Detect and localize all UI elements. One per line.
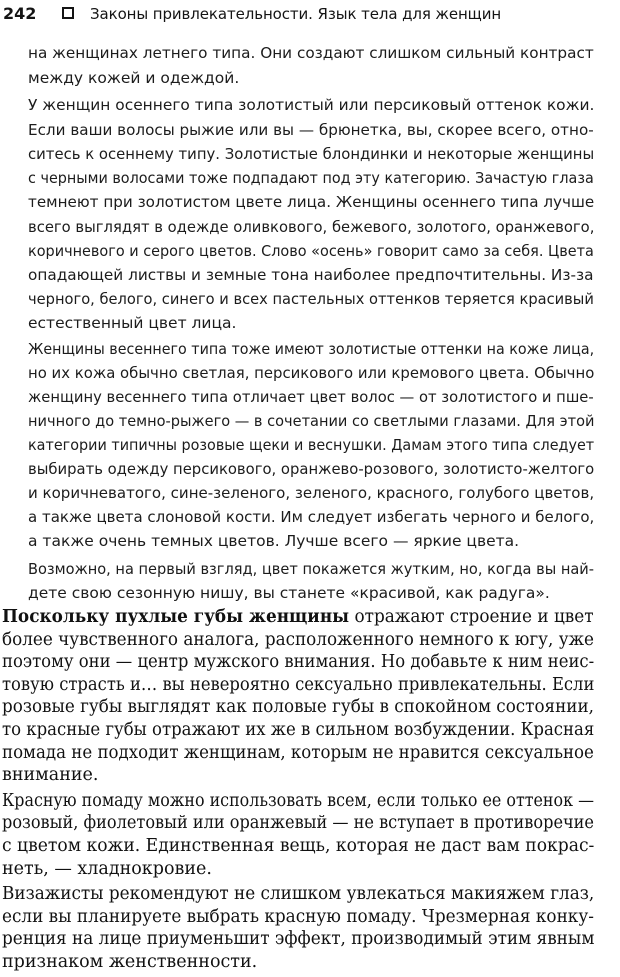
running-header <box>3 4 613 28</box>
text-line: если вы планируете выбрать красную помаду. Чрезмерная конку- <box>2 907 594 927</box>
running-title: Законы привлекательности. Язык тела для женщин <box>90 5 502 23</box>
bold-lead: Поскольку пухлые губы женщины <box>2 607 350 627</box>
text-line: выбирать одежду персикового, оранжево-розового, золотисто-желтого <box>28 460 595 478</box>
text-line: розовый, фиолетовый или оранжевый — не вступает в противоречие <box>2 813 594 833</box>
text-line: Красную помаду можно использовать всем, если только ее оттенок — <box>2 791 594 811</box>
text-line: а также цвета слоновой кости. Им следует избегать черного и белого, <box>28 508 595 526</box>
text-line: коричневого и серого цветов. Слово «осень» говорит само за себя. Цвета <box>28 242 594 260</box>
text-line: опадающей листвы и земные тона наиболее предпочтительны. Из-за <box>28 266 594 284</box>
text-line: Женщины весеннего типа тоже имеют золотистые оттенки на коже лица, <box>28 340 595 358</box>
text-line: внимание. <box>2 765 99 785</box>
text-line: ситесь к осеннему типу. Золотистые блондинки и некоторые женщины <box>28 145 595 163</box>
page-number: 242 <box>3 4 37 23</box>
text-line: между кожей и одеждой. <box>28 69 240 87</box>
text-line: товую страсть и… вы невероятно сексуально привлекательны. Если <box>2 675 595 695</box>
text-line: ренция на лице приуменьшит эффект, производимый этим явным <box>2 929 595 949</box>
text-line: категории типичны розовые щеки и веснушки. Дамам этого типа следует <box>28 436 595 454</box>
text-line: естественный цвет лица. <box>28 314 237 332</box>
text-line: с черными волосами тоже подпадают под эту категорию. Зачастую глаза <box>28 169 594 187</box>
text-line: розовые губы выглядят как половые губы в спокойном состоянии, <box>2 697 594 717</box>
text-line: темнеют при золотистом цвете лица. Женщины осеннего типа лучше <box>28 193 595 211</box>
text-line: то красные губы отражают их же в сильном возбуждении. Красная <box>2 720 595 740</box>
square-bullet-icon <box>62 7 74 19</box>
text-line: У женщин осеннего типа золотистый или персиковый оттенок кожи. <box>28 96 595 114</box>
text-line <box>2 607 594 627</box>
text-line: женщину весеннего типа отличает цвет волос — от золотистого и пше- <box>28 388 594 406</box>
text-line: а также очень темных цветов. Лучше всего — яркие цвета. <box>28 532 520 550</box>
text-line: Визажисты рекомендуют не слишком увлекаться макияжем глаз, <box>2 884 595 904</box>
text-line: поэтому они — центр мужского внимания. Но добавьте к ним неис- <box>2 652 595 672</box>
text-line: на женщинах летнего типа. Они создают слишком сильный контраст <box>28 44 594 62</box>
text-line: дете свою сезонную нишу, вы станете «красивой, как радуга». <box>28 584 550 602</box>
text-line: всего выглядят в одежде оливкового, бежевого, золотого, оранжевого, <box>28 218 595 236</box>
text-line: Возможно, на первый взгляд, цвет покажется жутким, но, когда вы най- <box>28 560 595 578</box>
text-line: неть, — хладнокровие. <box>2 859 212 879</box>
text-line: Если ваши волосы рыжие или вы — брюнетка, вы, скорее всего, отно- <box>28 121 594 139</box>
text-line: помада не подходит женщинам, которым не нравится сексуальное <box>2 743 594 763</box>
text-line: более чувственного аналога, расположенного немного к югу, уже <box>2 630 594 650</box>
text-line: и коричневатого, сине-зеленого, зеленого, красного, голубого цветов, <box>28 484 595 502</box>
text-line: с цветом кожи. Единственная вещь, которая не даст вам покрас- <box>2 836 595 856</box>
text-line: но их кожа обычно светлая, персикового или кремового цвета. Обычно <box>28 364 595 382</box>
text-line: ничного до темно-рыжего — в сочетании со светлыми глазами. Для этой <box>28 412 595 430</box>
text-line: признаком женственности. <box>2 952 258 972</box>
text-run: отражают строение и цвет <box>349 607 594 627</box>
text-line: черного, белого, синего и всех пастельных оттенков теряется красивый <box>28 290 594 308</box>
